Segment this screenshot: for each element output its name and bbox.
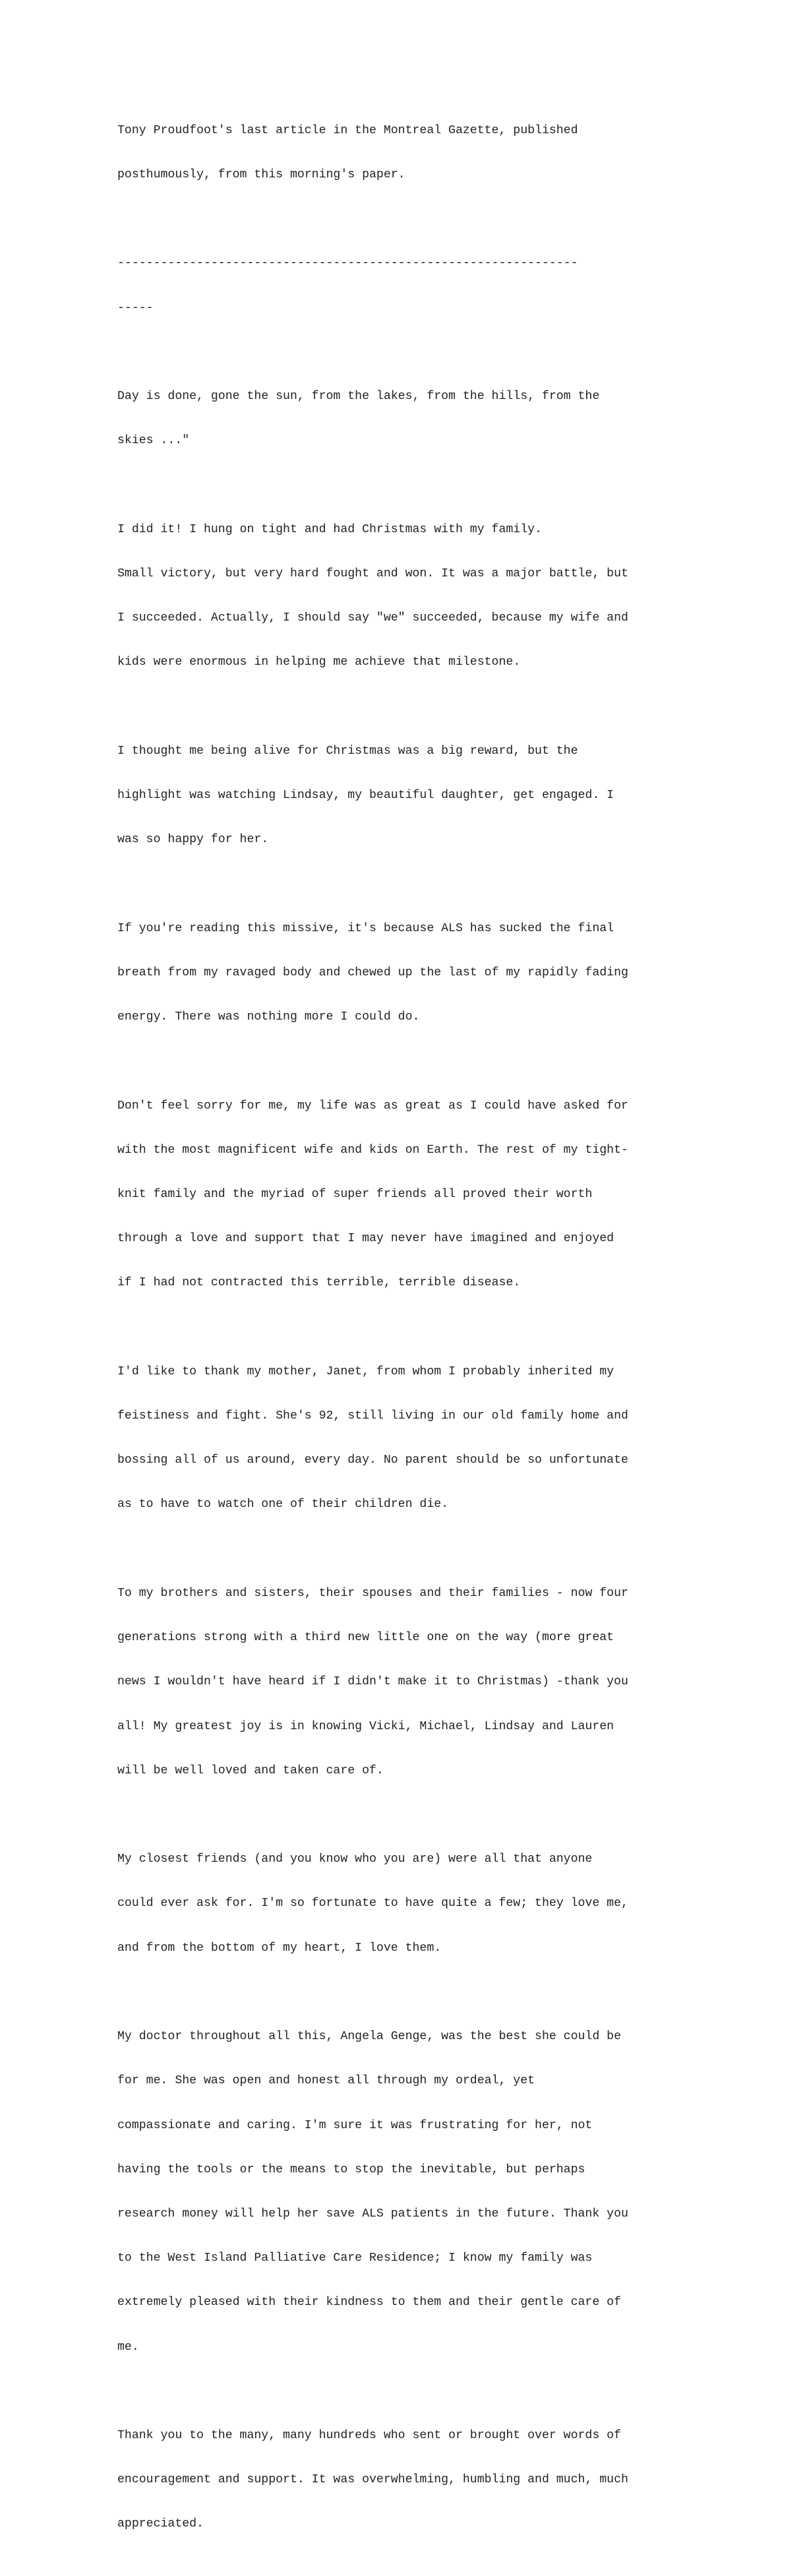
text-line: energy. There was nothing more I could do. bbox=[117, 1010, 420, 1024]
text-line: skies ..." bbox=[117, 434, 190, 448]
text-line: kids were enormous in helping me achieve that milestone. bbox=[117, 656, 521, 669]
text-line: research money will help her save ALS patients in the future. Thank you bbox=[117, 2207, 628, 2221]
text-line: ---------------------------------------------------------------- bbox=[117, 257, 578, 270]
text-line: will be well loved and taken care of. bbox=[117, 1763, 384, 1777]
text-line: generations strong with a third new little one on the way (more great bbox=[117, 1631, 614, 1645]
text-line: and from the bottom of my heart, I love them. bbox=[117, 1941, 442, 1955]
text-line: having the tools or the means to stop the inevitable, but perhaps bbox=[117, 2162, 585, 2176]
text-line: knit family and the myriad of super friends all proved their worth bbox=[117, 1187, 593, 1201]
text-line: was so happy for her. bbox=[117, 833, 269, 847]
paragraph bbox=[117, 714, 698, 876]
text-line: Thank you to the many, many hundreds who sent or brought over words of bbox=[117, 2429, 621, 2443]
text-line: all! My greatest joy is in knowing Vicki, Michael, Lindsay and Lauren bbox=[117, 1719, 614, 1733]
text-line: for me. She was open and honest all through my ordeal, yet bbox=[117, 2074, 535, 2088]
text-line: I did it! I hung on tight and had Christmas with my family. bbox=[117, 522, 542, 536]
text-line: I'd like to thank my mother, Janet, from whom I probably inherited my bbox=[117, 1365, 614, 1378]
text-line: me. bbox=[117, 2340, 139, 2354]
text-line: to the West Island Palliative Care Residence; I know my family was bbox=[117, 2252, 593, 2265]
text-line: I succeeded. Actually, I should say "we" succeeded, because my wife and bbox=[117, 611, 628, 625]
paragraph bbox=[117, 359, 698, 477]
text-line: My doctor throughout all this, Angela Genge, was the best she could be bbox=[117, 2030, 621, 2044]
text-line: Tony Proudfoot's last article in the Montreal Gazette, published bbox=[117, 123, 578, 137]
text-line: compassionate and caring. I'm sure it was frustrating for her, not bbox=[117, 2118, 593, 2132]
article-text bbox=[117, 94, 698, 2576]
text-line: news I wouldn't have heard if I didn't make it to Christmas) -thank you bbox=[117, 1675, 628, 1689]
text-line: ----- bbox=[117, 301, 154, 315]
text-line: encouragement and support. It was overwhelming, humbling and much, much bbox=[117, 2473, 628, 2487]
text-line: as to have to watch one of their children die. bbox=[117, 1498, 449, 1512]
paragraph bbox=[117, 892, 698, 1054]
text-line: with the most magnificent wife and kids on Earth. The rest of my tight- bbox=[117, 1143, 628, 1157]
paragraph bbox=[117, 1335, 698, 1542]
paragraph bbox=[117, 1069, 698, 1320]
paragraph bbox=[117, 493, 698, 700]
text-line: bossing all of us around, every day. No parent should be so unfortunate bbox=[117, 1454, 628, 1467]
text-line: through a love and support that I may never have imagined and enjoyed bbox=[117, 1232, 614, 1246]
paragraph bbox=[117, 1556, 698, 1808]
text-line: feistiness and fight. She's 92, still living in our old family home and bbox=[117, 1409, 628, 1423]
text-line: If you're reading this missive, it's because ALS has sucked the final bbox=[117, 921, 614, 935]
text-line: extremely pleased with their kindness to them and their gentle care of bbox=[117, 2296, 621, 2310]
paragraph bbox=[117, 2399, 698, 2561]
separator-line bbox=[117, 227, 698, 345]
text-line: Small victory, but very hard fought and won. It was a major battle, but bbox=[117, 567, 628, 580]
text-line: breath from my ravaged body and chewed up the last of my rapidly fading bbox=[117, 966, 628, 979]
paragraph bbox=[117, 2000, 698, 2384]
text-line: could ever ask for. I'm so fortunate to have quite a few; they love me, bbox=[117, 1897, 628, 1911]
text-line: To my brothers and sisters, their spouses and their families - now four bbox=[117, 1586, 628, 1600]
text-line: Don't feel sorry for me, my life was as great as I could have asked for bbox=[117, 1099, 628, 1113]
intro-paragraph bbox=[117, 94, 698, 212]
text-line: appreciated. bbox=[117, 2517, 204, 2531]
text-line: if I had not contracted this terrible, terrible disease. bbox=[117, 1276, 521, 1290]
text-line: Day is done, gone the sun, from the lakes, from the hills, from the bbox=[117, 390, 600, 404]
text-line: posthumously, from this morning's paper. bbox=[117, 168, 405, 182]
text-line: My closest friends (and you know who you are) were all that anyone bbox=[117, 1853, 593, 1866]
text-line: highlight was watching Lindsay, my beautiful daughter, get engaged. I bbox=[117, 789, 614, 803]
paragraph bbox=[117, 1822, 698, 1984]
text-line: I thought me being alive for Christmas was a big reward, but the bbox=[117, 744, 578, 758]
